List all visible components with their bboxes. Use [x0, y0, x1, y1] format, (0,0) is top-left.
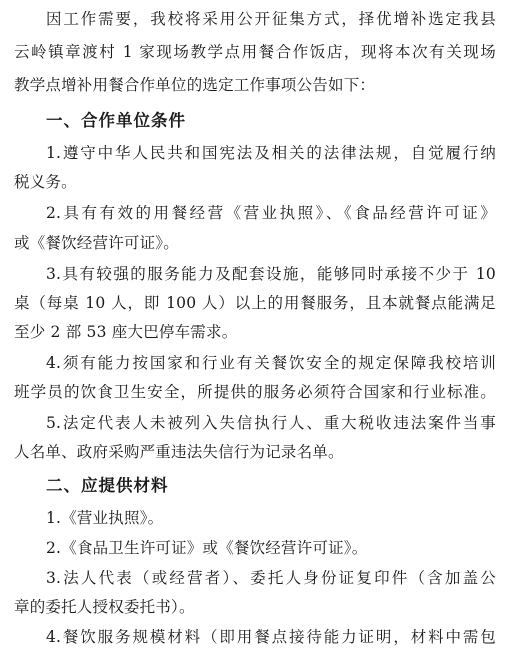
intro-line-2: 云岭镇章渡村 1 家现场教学点用餐合作饭店，现将本次有关现场	[14, 43, 496, 61]
condition-2-line-1: 2.具有有效的用餐经营《营业执照》、《食品经营许可证》	[46, 204, 496, 222]
condition-4-line-2: 班学员的饮食卫生安全，所提供的服务必须符合国家和行业标准。	[14, 383, 496, 401]
condition-1-line-1: 1.遵守中华人民共和国宪法及相关的法律法规，自觉履行纳	[46, 144, 496, 162]
material-3-line-2: 章的委托人授权委托书）。	[14, 598, 195, 616]
condition-3-line-3: 至少 2 部 53 座大巴停车需求。	[14, 323, 238, 341]
material-4-line-1: 4.餐饮服务规模材料（即用餐点接待能力证明，材料中需包	[46, 628, 496, 646]
condition-2-line-2: 或《餐饮经营许可证》。	[14, 234, 179, 252]
intro-line-1: 因工作需要，我校将采用公开征集方式，择优增补选定我县	[46, 10, 496, 28]
condition-1-line-2: 税义务。	[14, 173, 77, 191]
section-heading-materials: 二、应提供材料	[46, 476, 169, 495]
material-2: 2.《食品卫生许可证》或《餐饮经营许可证》。	[46, 539, 368, 557]
material-3-line-1: 3.法人代表（或经营者）、委托人身份证复印件（含加盖公	[46, 569, 496, 587]
section-heading-conditions: 一、合作单位条件	[46, 111, 186, 130]
condition-5-line-1: 5.法定代表人未被列入失信执行人、重大税收违法案件当事	[46, 414, 496, 432]
condition-3-line-1: 3.具有较强的服务能力及配套设施，能够同时承接不少于 10	[46, 265, 496, 283]
condition-4-line-1: 4.须有能力按国家和行业有关餐饮安全的规定保障我校培训	[46, 354, 496, 372]
condition-5-line-2: 人名单、政府采购严重违法失信行为记录名单。	[14, 443, 344, 461]
condition-3-line-2: 桌（每桌 10 人，即 100 人）以上的用餐服务，且本就餐点能满足	[14, 294, 496, 312]
material-1: 1.《营业执照》。	[46, 509, 164, 527]
intro-line-3: 教学点增补用餐合作单位的选定工作事项公告如下：	[14, 76, 376, 94]
